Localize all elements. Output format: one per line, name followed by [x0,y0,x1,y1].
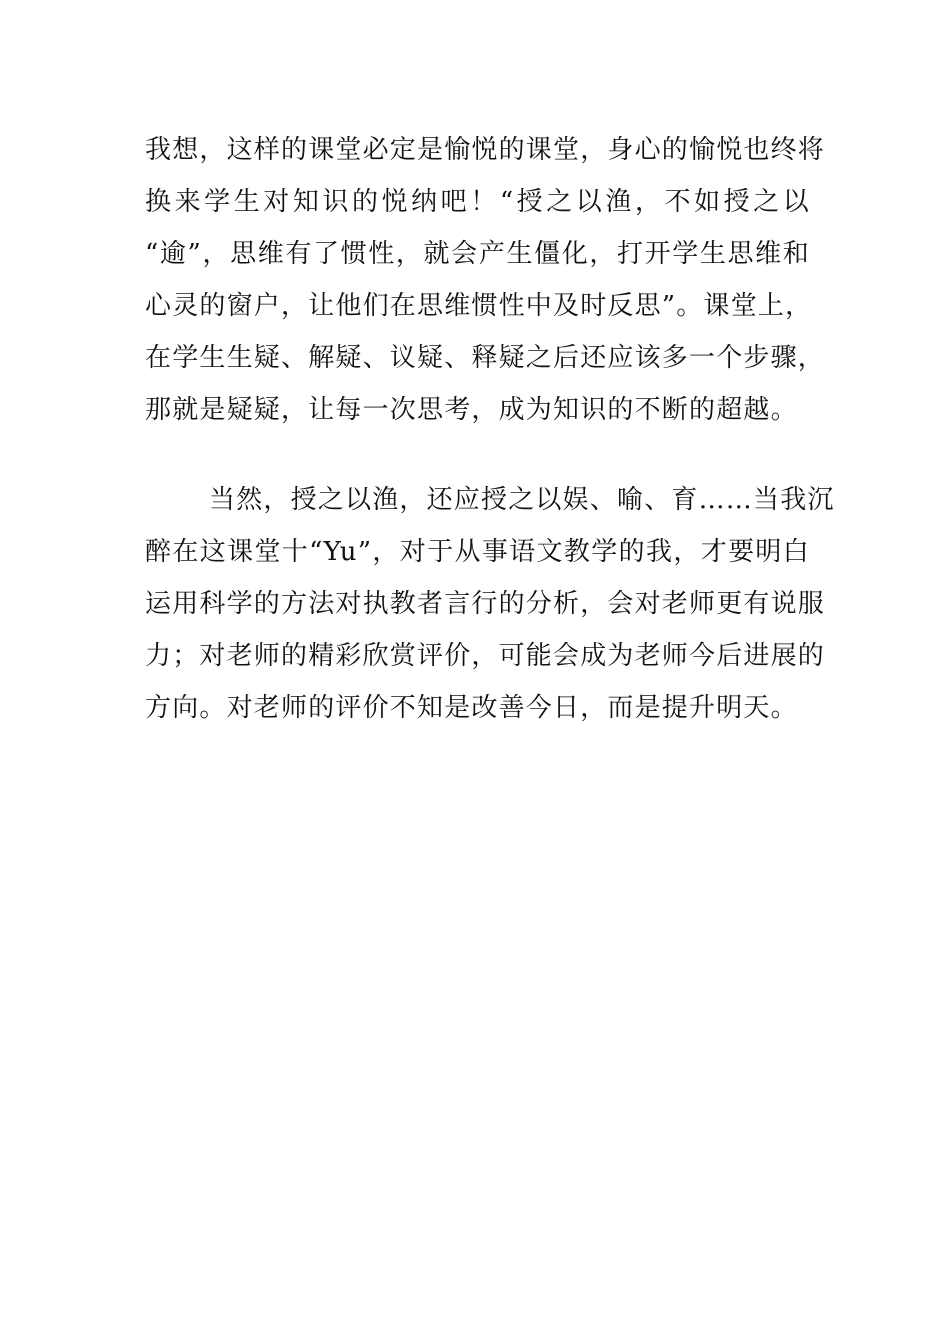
paragraph-line: 我想，这样的课堂必定是愉悦的课堂，身心的愉悦也终将 [145,135,826,165]
paragraph-line: 运用科学的方法对执教者言行的分析，会对老师更有说服 [145,589,826,619]
paragraph-line: 在学生生疑、解疑、议疑、释疑之后还应该多一个步骤， [145,343,826,373]
paragraph-line: 心灵的窗户，让他们在思维惯性中及时反思”。课堂上， [145,291,813,321]
paragraph-1 [145,124,826,436]
paragraph-line: 那就是疑疑，让每一次思考，成为知识的不断的超越。 [145,395,798,425]
paragraph-line: “逾”，思维有了惯性，就会产生僵化，打开学生思维和 [145,239,810,269]
paragraph-line: 力；对老师的精彩欣赏评价，可能会成为老师今后进展的 [145,641,826,671]
paragraph-line: 换来学生对知识的悦纳吧！“授之以渔，不如授之以 [145,187,810,217]
paragraph-line: 醉在这课堂十“Yu”，对于从事语文教学的我，才要明白 [145,537,810,567]
paragraph-2 [145,474,835,734]
paragraph-line: 当然，授之以渔，还应授之以娱、喻、育……当我沉 [209,485,835,515]
paragraph-line: 方向。对老师的评价不知是改善今日，而是提升明天。 [145,693,798,723]
